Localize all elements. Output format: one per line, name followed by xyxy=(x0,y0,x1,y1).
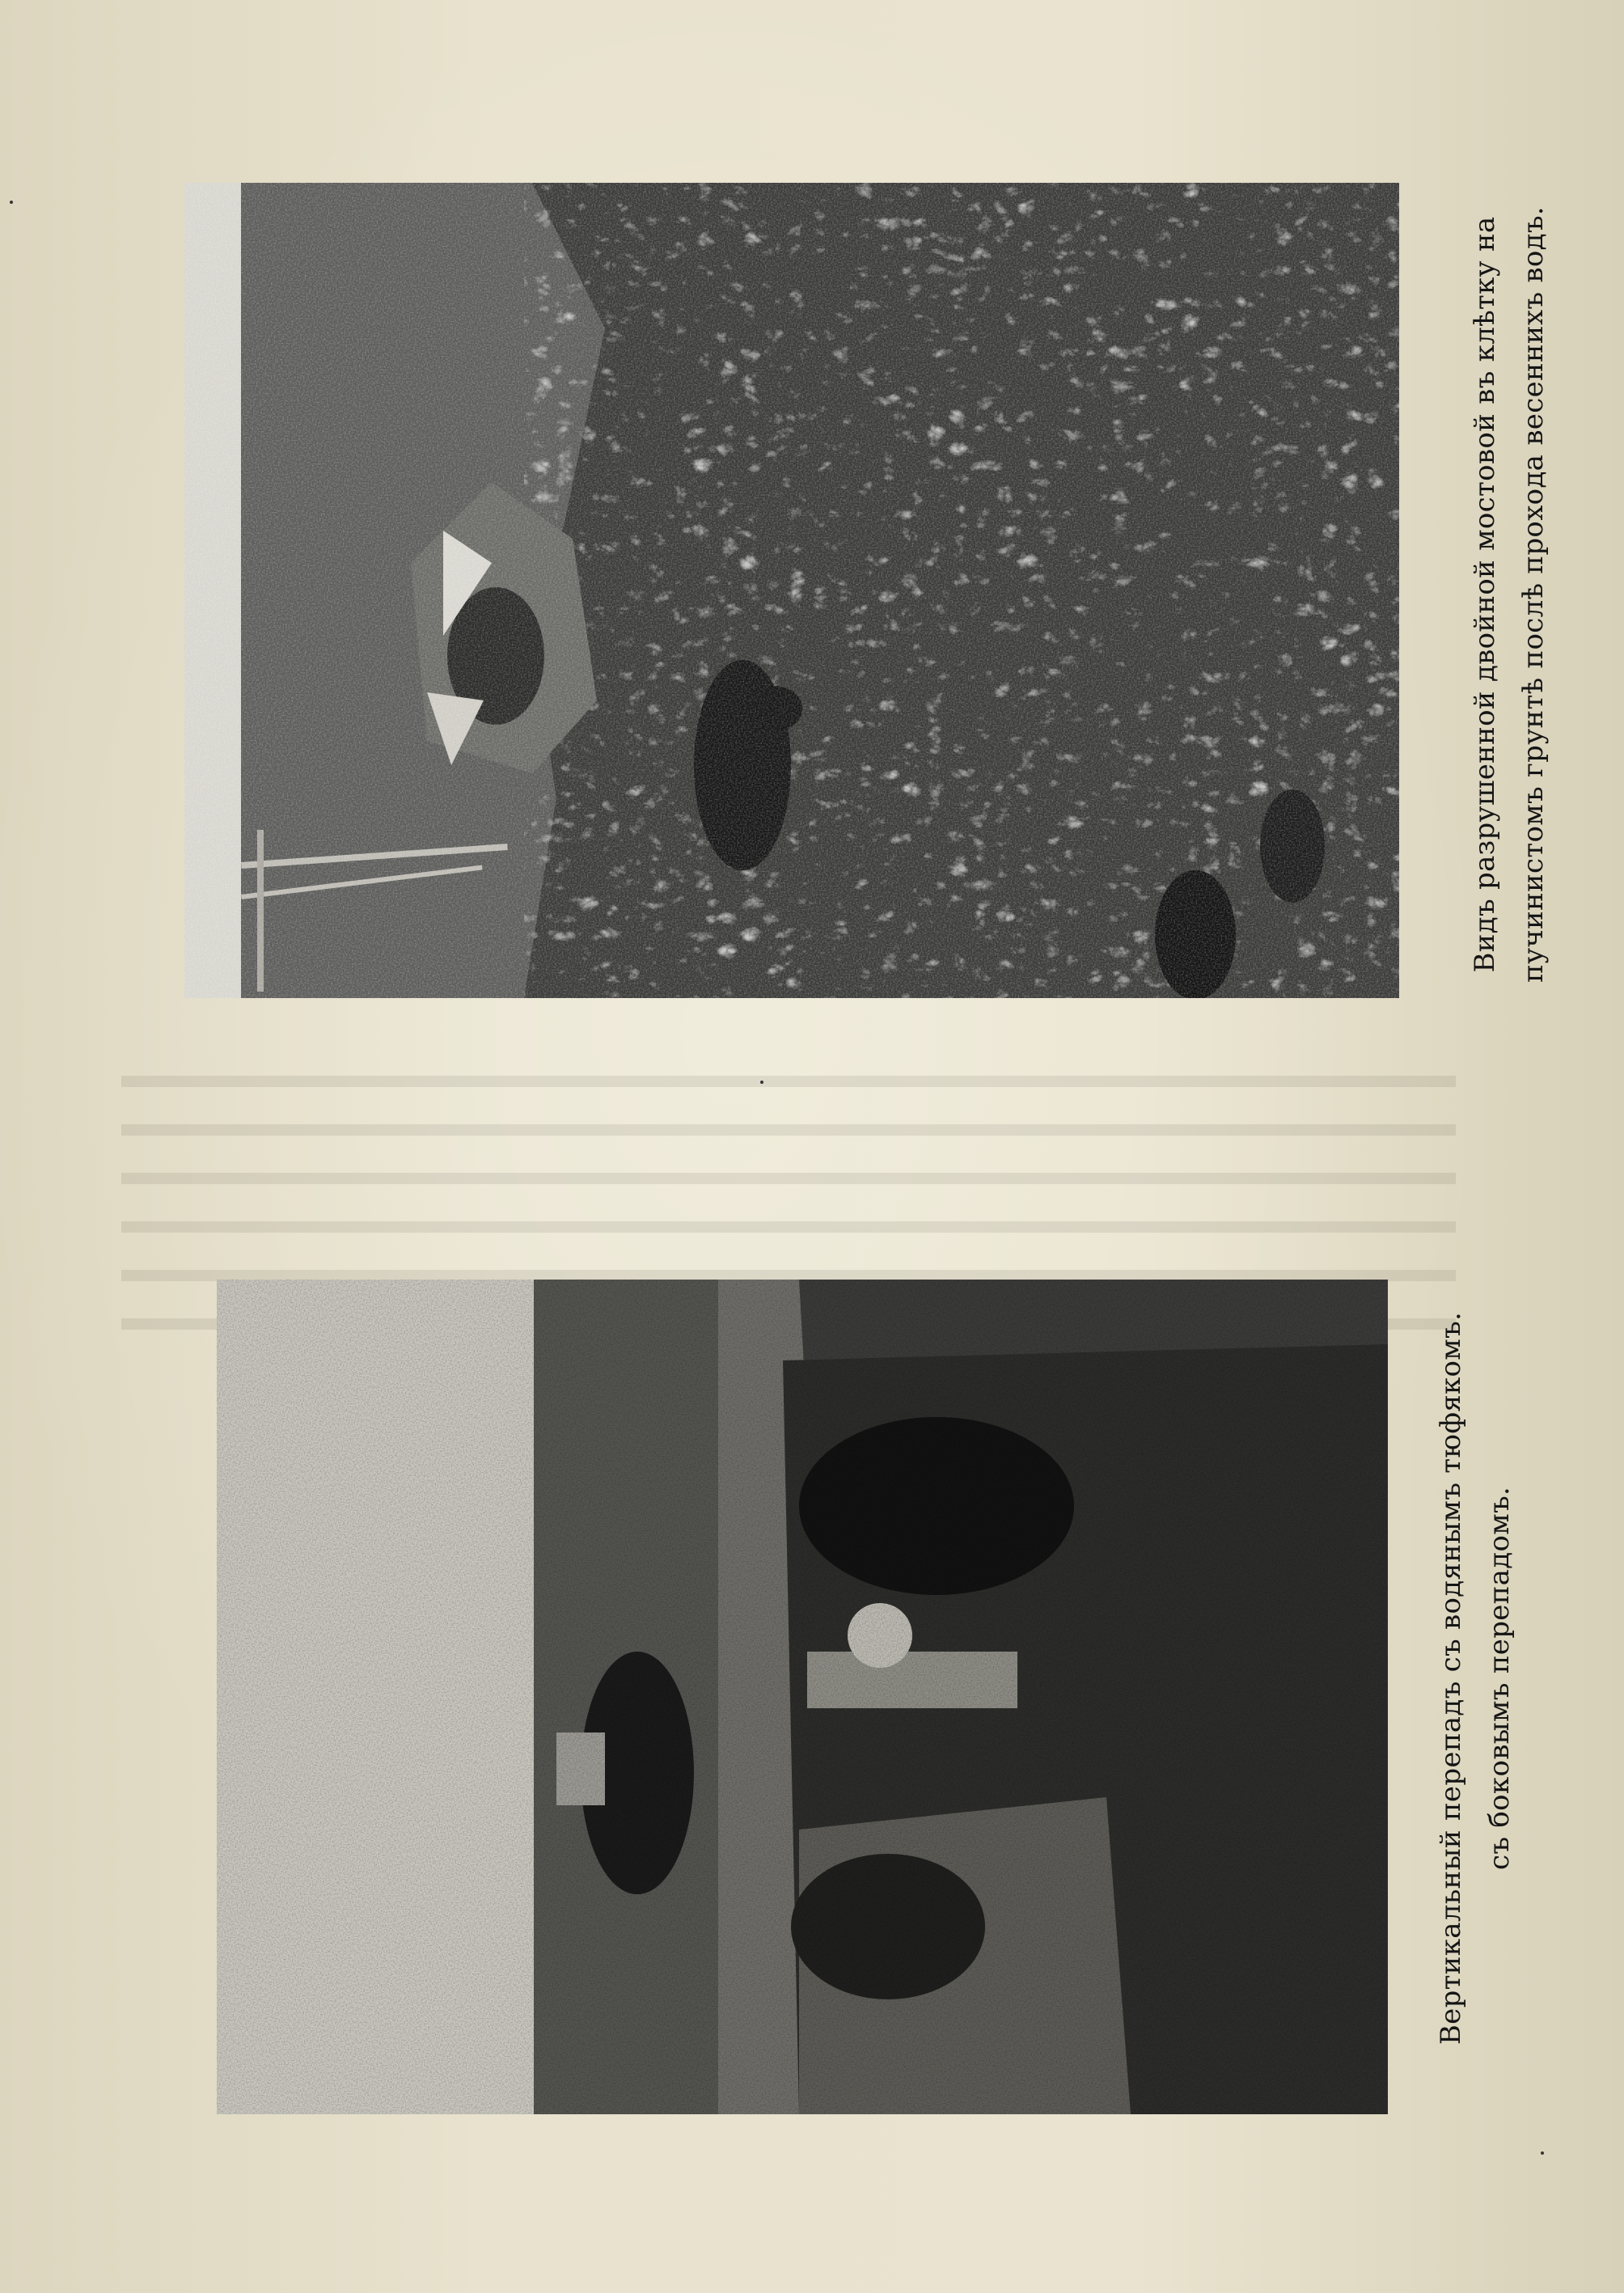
speck xyxy=(760,1081,763,1084)
photo-vertical-drop xyxy=(217,1280,1388,2114)
photo-destroyed-pavement xyxy=(184,183,1399,998)
caption-line: Вертикальный перепадъ съ водянымъ тюфякомъ. xyxy=(1435,1311,1467,2046)
caption-line: Видъ разрушенной двойной мостовой въ клѣтку на xyxy=(1469,216,1501,973)
photo-vertical-drop-image xyxy=(217,1280,1388,2114)
speck xyxy=(10,201,13,204)
caption-vertical-drop xyxy=(1427,1282,1524,2075)
speck xyxy=(1541,2151,1544,2155)
caption-line: съ боковымъ перепадомъ. xyxy=(1483,1486,1516,1871)
caption-destroyed-pavement xyxy=(1461,186,1558,1003)
photo-destroyed-pavement-image xyxy=(184,183,1399,998)
caption-line: пучинистомъ грунтѣ послѣ прохода весеннихъ водъ. xyxy=(1517,206,1550,983)
